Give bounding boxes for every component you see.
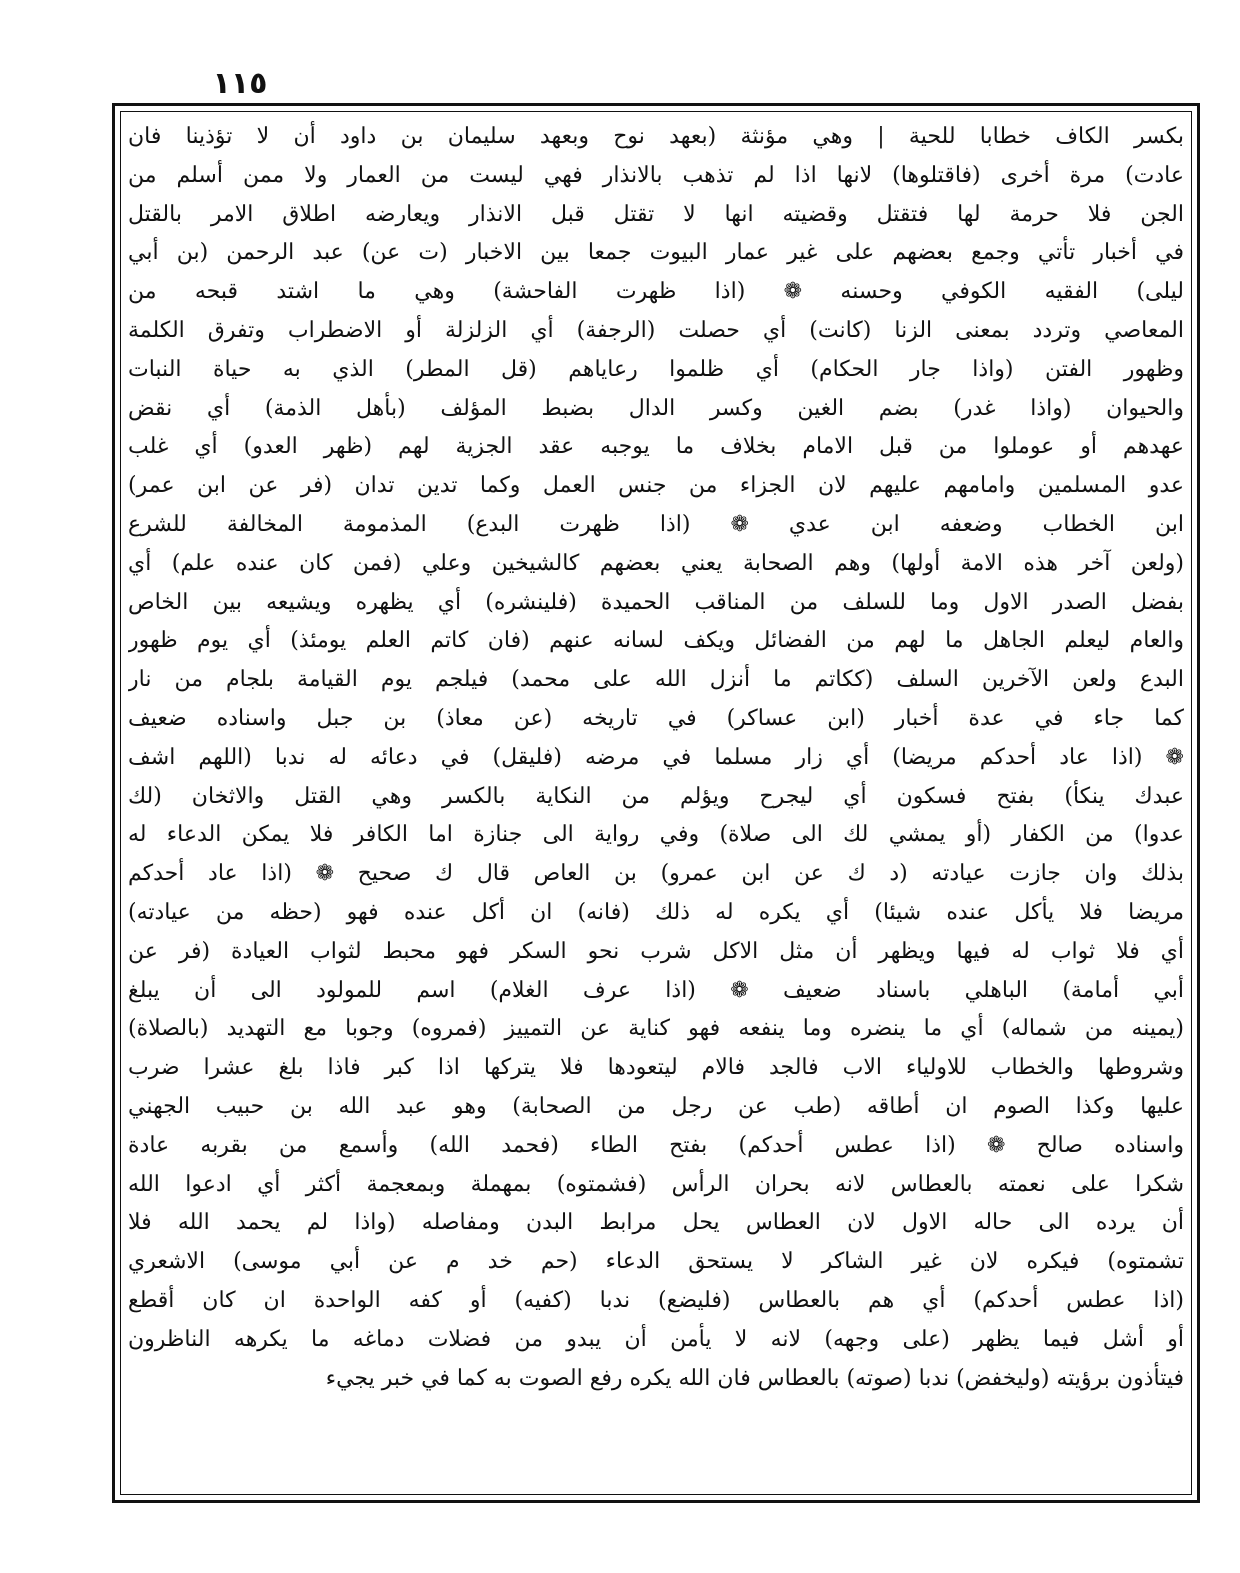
text-line: عهدهم أو عوملوا من قبل الامام بخلاف ما يوجبه عقد الجزية لهم (ظهر العدو) أي غلب bbox=[128, 434, 1184, 460]
text-line: مريضا فلا يأكل عنده شيئا) أي يكره له ذلك (فانه) ان أكل عنده فهو (حظه من عيادته) bbox=[128, 899, 1184, 925]
text-line: أن يرده الى حاله الاول لان العطاس يحل مرابط البدن ومفاصله (واذا لم يحمد الله فلا bbox=[128, 1210, 1184, 1236]
text-line: فيتأذون برؤيته (وليخفض) ندبا (صوته) بالعطاس فان الله يكره رفع الصوت به كما في خبر يجيء bbox=[325, 1365, 1184, 1391]
text-line: واسناده صالح ❁ (اذا عطس أحدكم) بفتح الطاء (فحمد الله) وأسمع من بقربه عادة bbox=[128, 1132, 1184, 1158]
text-line: كما جاء في عدة أخبار (ابن عساكر) في تاريخه (عن معاذ) بن جبل واسناده ضعيف bbox=[128, 705, 1184, 731]
text-line: بفضل الصدر الاول وما للسلف من المناقب الحميدة (فلينشره) أي يظهره ويشيعه بين الخاص bbox=[128, 589, 1184, 615]
text-line: (يمينه من شماله) أي ما ينضره وما ينفعه فهو كناية عن التمييز (فمروه) وجوبا مع التهديد (بالصلاة) bbox=[128, 1016, 1184, 1042]
text-line: تشمتوه) فيكره لان غير الشاكر لا يستحق الدعاء (حم خد م عن أبي موسى) الاشعري bbox=[128, 1249, 1184, 1275]
text-line: في أخبار تأتي وجمع بعضهم على غير عمار البيوت جمعا بين الاخبار (ت عن) عبد الرحمن (بن أبي bbox=[128, 240, 1184, 266]
text-line: عبدك ينكأ) بفتح فسكون أي ليجرح ويؤلم من النكاية بالكسر وهي القتل والاثخان (لك bbox=[128, 783, 1184, 809]
text-line: ❁ (اذا عاد أحدكم مريضا) أي زار مسلما في مرضه (فليقل) في دعائه له ندبا (اللهم اشف bbox=[128, 744, 1184, 770]
text-line: بكسر الكاف خطابا للحية | وهي مؤنثة (بعهد نوح وبعهد سليمان بن داود أن لا تؤذينا فان bbox=[128, 124, 1184, 149]
text-line: الجن فلا حرمة لها فتقتل وقضيته انها لا تقتل قبل الانذار ويعارضه اطلاق الامر بالقتل bbox=[128, 201, 1184, 227]
page-text bbox=[128, 118, 1184, 1398]
text-line: شكرا على نعمته بالعطاس لانه بحران الرأس (فشمتوه) بمهملة وبمعجمة أكثر أي ادعوا الله bbox=[128, 1171, 1184, 1197]
text-line: أو أشل فيما يظهر (على وجهه) لانه لا يأمن أن يبدو من فضلات دماغه ما يكرهه الناظرون bbox=[128, 1326, 1184, 1352]
text-line: ابن الخطاب وضعفه ابن عدي ❁ (اذا ظهرت البدع) المذمومة المخالفة للشرع bbox=[128, 511, 1184, 537]
text-line: (اذا عطس أحدكم) أي هم بالعطاس (فليضع) ندبا (كفيه) أو كفه الواحدة ان كان أقطع bbox=[128, 1287, 1184, 1313]
text-line: ليلى) الفقيه الكوفي وحسنه ❁ (اذا ظهرت الفاحشة) وهي ما اشتد قبحه من bbox=[128, 279, 1184, 305]
text-line: عليها وكذا الصوم ان أطاقه (طب عن رجل من الصحابة) وهو عبد الله بن حبيب الجهني bbox=[128, 1093, 1184, 1119]
text-line: أي فلا ثواب له فيها ويظهر أن مثل الاكل شرب نحو السكر فهو محبط لثواب العيادة (فر عن bbox=[128, 938, 1184, 964]
text-line: بذلك وان جازت عيادته (د ك عن ابن عمرو) بن العاص قال ك صحيح ❁ (اذا عاد أحدكم bbox=[128, 861, 1184, 887]
text-line: عدوا) من الكفار (أو يمشي لك الى صلاة) وفي رواية الى جنازة اما الكافر فلا يمكن الدعاء له bbox=[128, 822, 1184, 848]
text-line: (ولعن آخر هذه الامة أولها) وهم الصحابة يعني بعضهم كالشيخين وعلي (فمن كان عنده علم) أي bbox=[128, 550, 1184, 576]
text-line: عدو المسلمين وامامهم عليهم لان الجزاء من جنس العمل وكما تدين تدان (فر عن ابن عمر) bbox=[128, 473, 1184, 499]
text-line: وظهور الفتن (واذا جار الحكام) أي ظلموا رعاياهم (قل المطر) الذي به حياة النبات bbox=[128, 356, 1184, 382]
text-line: وشروطها والخطاب للاولياء الاب فالجد فالام ليتعودها فلا يتركها اذا كبر فاذا بلغ عشرا ضرب bbox=[128, 1055, 1184, 1081]
text-line: المعاصي وتردد بمعنى الزنا (كانت) أي حصلت (الرجفة) أي الزلزلة أو الاضطراب وتفرق الكلمة bbox=[128, 317, 1184, 343]
text-line: والعام ليعلم الجاهل ما لهم من الفضائل ويكف لسانه عنهم (فان كاتم العلم يومئذ) أي يوم ظهور bbox=[128, 628, 1184, 654]
page-number: ١١٥ bbox=[212, 66, 268, 101]
text-line: البدع ولعن الآخرين السلف (ككاتم ما أنزل الله على محمد) فيلجم يوم القيامة بلجام من نار bbox=[128, 667, 1184, 693]
text-line: عادت) مرة أخرى (فاقتلوها) لانها اذا لم تذهب بالانذار فهي ليست من العمار ولا ممن أسلم من bbox=[128, 162, 1184, 188]
text-line: أبي أمامة) الباهلي باسناد ضعيف ❁ (اذا عرف الغلام) اسم للمولود الى أن يبلغ bbox=[128, 977, 1184, 1003]
text-line: والحيوان (واذا غدر) بضم الغين وكسر الدال بضبط المؤلف (بأهل الذمة) أي نقض bbox=[128, 395, 1184, 421]
